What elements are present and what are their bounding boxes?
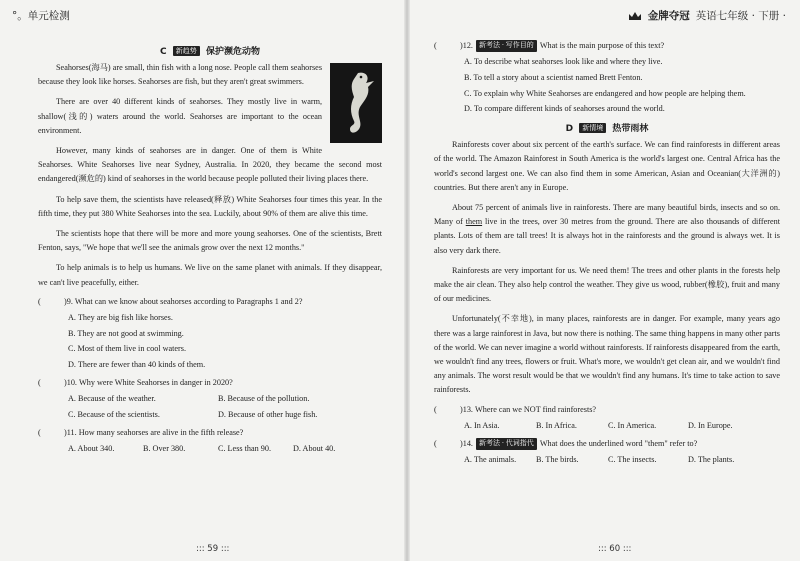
option: A. To describe what seahorses look like and where they live. <box>464 57 663 66</box>
page-number: 60 <box>609 544 621 554</box>
option: C. In America. <box>608 420 657 430</box>
option: B. To tell a story about a scientist named Brett Fenton. <box>464 72 643 82</box>
question-13 <box>434 404 780 416</box>
question-number: )11. <box>64 428 77 438</box>
question-11 <box>38 427 382 439</box>
option: B. In Africa. <box>536 420 577 430</box>
question-text: What is the main purpose of this text? <box>539 41 665 50</box>
paragraph-text: About 75 percent of animals live in rainforests. There are many beautiful birds, insects and so on. Many of <box>434 203 780 227</box>
question-number: )9. <box>64 296 73 306</box>
question-badge: 新考法 · 代词指代 <box>476 438 537 450</box>
question-9 <box>38 296 382 308</box>
option: C. The insects. <box>608 454 657 464</box>
paragraph: To help animals is to help us humans. We live on the same planet with animals. If they disappear, we can't live peacefully, either. <box>38 263 382 287</box>
section-topic: 热带雨林 <box>612 124 649 135</box>
question-number: )12. <box>460 41 473 50</box>
option: C. Because of the scientists. <box>68 410 160 420</box>
paragraph: Rainforests are very important for us. We need them! The trees and other plants in the forests help make the air clean. They also help control the weather. They give us wood, rubber(橡胶), fruit and many of our medicines. <box>434 265 780 304</box>
page-number-left: ::: 59 ::: <box>196 544 230 554</box>
section-letter: D <box>565 124 574 135</box>
paragraph: The scientists hope that there will be more and more young seahorses. One of the scientists, Brett Fenton, says, "We hope that we'll see the animals grow over the next 12 months." <box>38 229 382 253</box>
paragraph: Unfortunately(不幸地), in many places, rainforests are in danger. For example, many years ago there was a large rainforest in Java, but now there is nothing. The same thing happens in many other parts of the world. We can never imagine a world without rainforests. If rainforests disappeared from the earth, we wouldn't find any trees, flowers or fruit. What's more, we wouldn't get clean air, and we wouldn't find any animals. The worst result would be that we wouldn't find any humans. It's time to take action to save rainforests. <box>434 314 780 395</box>
answer-blank[interactable]: ( <box>38 428 41 438</box>
option: D. About 40. <box>293 444 336 454</box>
paragraph: To help save them, the scientists have released(释放) White Seahorses four times this year. In the fifth time, they put 380 White Seahorses into the sea. Luckily, about 90% of them are alive this time. <box>38 194 382 218</box>
answer-blank[interactable]: ( <box>434 438 437 448</box>
option: D. In Europe. <box>688 420 733 430</box>
paragraph <box>434 201 780 258</box>
page-number-right: ::: 60 ::: <box>598 544 632 554</box>
underlined-word: them <box>465 217 483 227</box>
option: A. They are big fish like horses. <box>68 312 173 322</box>
option-row <box>38 407 382 423</box>
option-row <box>38 441 382 457</box>
answer-blank[interactable]: ( <box>434 404 437 414</box>
question-12 <box>434 40 780 52</box>
paragraph: There are over 40 different kinds of seahorses. They mostly live in warm, shallow(浅的) waters around the world. Seahorses are important to the ocean environment. <box>38 97 322 135</box>
option: A. In Asia. <box>464 420 500 430</box>
option: C. Most of them live in cool waters. <box>68 344 187 354</box>
section-d-title <box>434 121 780 134</box>
question-number: )13. <box>460 404 473 414</box>
question-text: What does the underlined word "them" refer to? <box>539 438 698 448</box>
seahorse-icon <box>330 63 382 143</box>
header-left: °。单元检测 <box>12 10 70 22</box>
paragraph: However, many kinds of seahorses are in danger. One of them is White Seahorses. White Seahorses live near Sydney, Australia. In 2020, they became the second most endangered(濒危的) kind of seahorses in the world because people polluted their living places there. <box>38 146 382 184</box>
paragraph-text: live in the trees, over 30 metres from the ground. There are also thousands of different plants. Lots of them are tall trees! It is always hot in the rainforests and the ground is always wet. It is also very dark there. <box>434 217 781 255</box>
seahorse-image <box>330 63 382 143</box>
brand-name: 金牌夺冠 <box>647 10 690 22</box>
question-text: Why were White Seahorses in danger in 2020? <box>79 378 233 388</box>
option-row <box>38 391 382 407</box>
option: B. Because of the pollution. <box>218 394 310 404</box>
question-text: Where can we NOT find rainforests? <box>475 404 597 414</box>
option-row <box>434 418 780 434</box>
section-badge: 新情境 <box>579 123 606 133</box>
option: B. Over 380. <box>143 444 186 454</box>
paragraph: Rainforests cover about six percent of the earth's surface. We can find rainforests in different areas of the world. The Amazon Rainforest in South America is the world's largest one. Central Africa has the world's second largest one. We can also find them in some American, Asian and Oceanian(大洋洲的) countries. But there aren't any in Europe. <box>434 140 780 192</box>
course-label: 英语七年级 · 下册 · <box>695 10 786 22</box>
answer-blank[interactable]: ( <box>434 41 437 50</box>
option: B. They are not good at swimming. <box>68 328 184 338</box>
option: D. There are fewer than 40 kinds of them. <box>68 360 206 370</box>
page-number: 59 <box>207 544 219 554</box>
section-topic: 保护濒危动物 <box>205 47 260 57</box>
paragraph: Seahorses(海马) are small, thin fish with a long nose. People call them seahorses because they look like horses. Seahorses are fish, but they aren't great swimmers. <box>38 63 322 87</box>
option: C. To explain why White Seahorses are endangered and how people are helping them. <box>464 88 746 98</box>
question-14 <box>434 438 780 450</box>
right-page <box>408 0 800 561</box>
answer-blank[interactable]: ( <box>38 378 41 388</box>
option: D. To compare different kinds of seahorses around the world. <box>464 104 665 114</box>
option: C. Less than 90. <box>218 444 271 454</box>
question-number: )10. <box>64 378 77 388</box>
answer-blank[interactable]: ( <box>38 296 41 306</box>
question-badge: 新考法 · 写作目的 <box>476 40 537 52</box>
option: A. The animals. <box>464 454 517 464</box>
section-badge: 新趋势 <box>173 46 200 56</box>
question-10 <box>38 377 382 389</box>
question-text: How many seahorses are alive in the fifth release? <box>78 428 244 438</box>
option: A. About 340. <box>68 444 115 454</box>
option: B. The birds. <box>536 454 579 464</box>
question-text: What can we know about seahorses according to Paragraphs 1 and 2? <box>74 296 303 306</box>
section-c-title <box>38 44 382 57</box>
option: D. The plants. <box>688 454 735 464</box>
option-row <box>434 452 780 468</box>
question-number: )14. <box>460 438 473 448</box>
section-letter: C <box>160 47 167 57</box>
option: D. Because of other huge fish. <box>218 410 318 420</box>
option: A. Because of the weather. <box>68 394 156 404</box>
